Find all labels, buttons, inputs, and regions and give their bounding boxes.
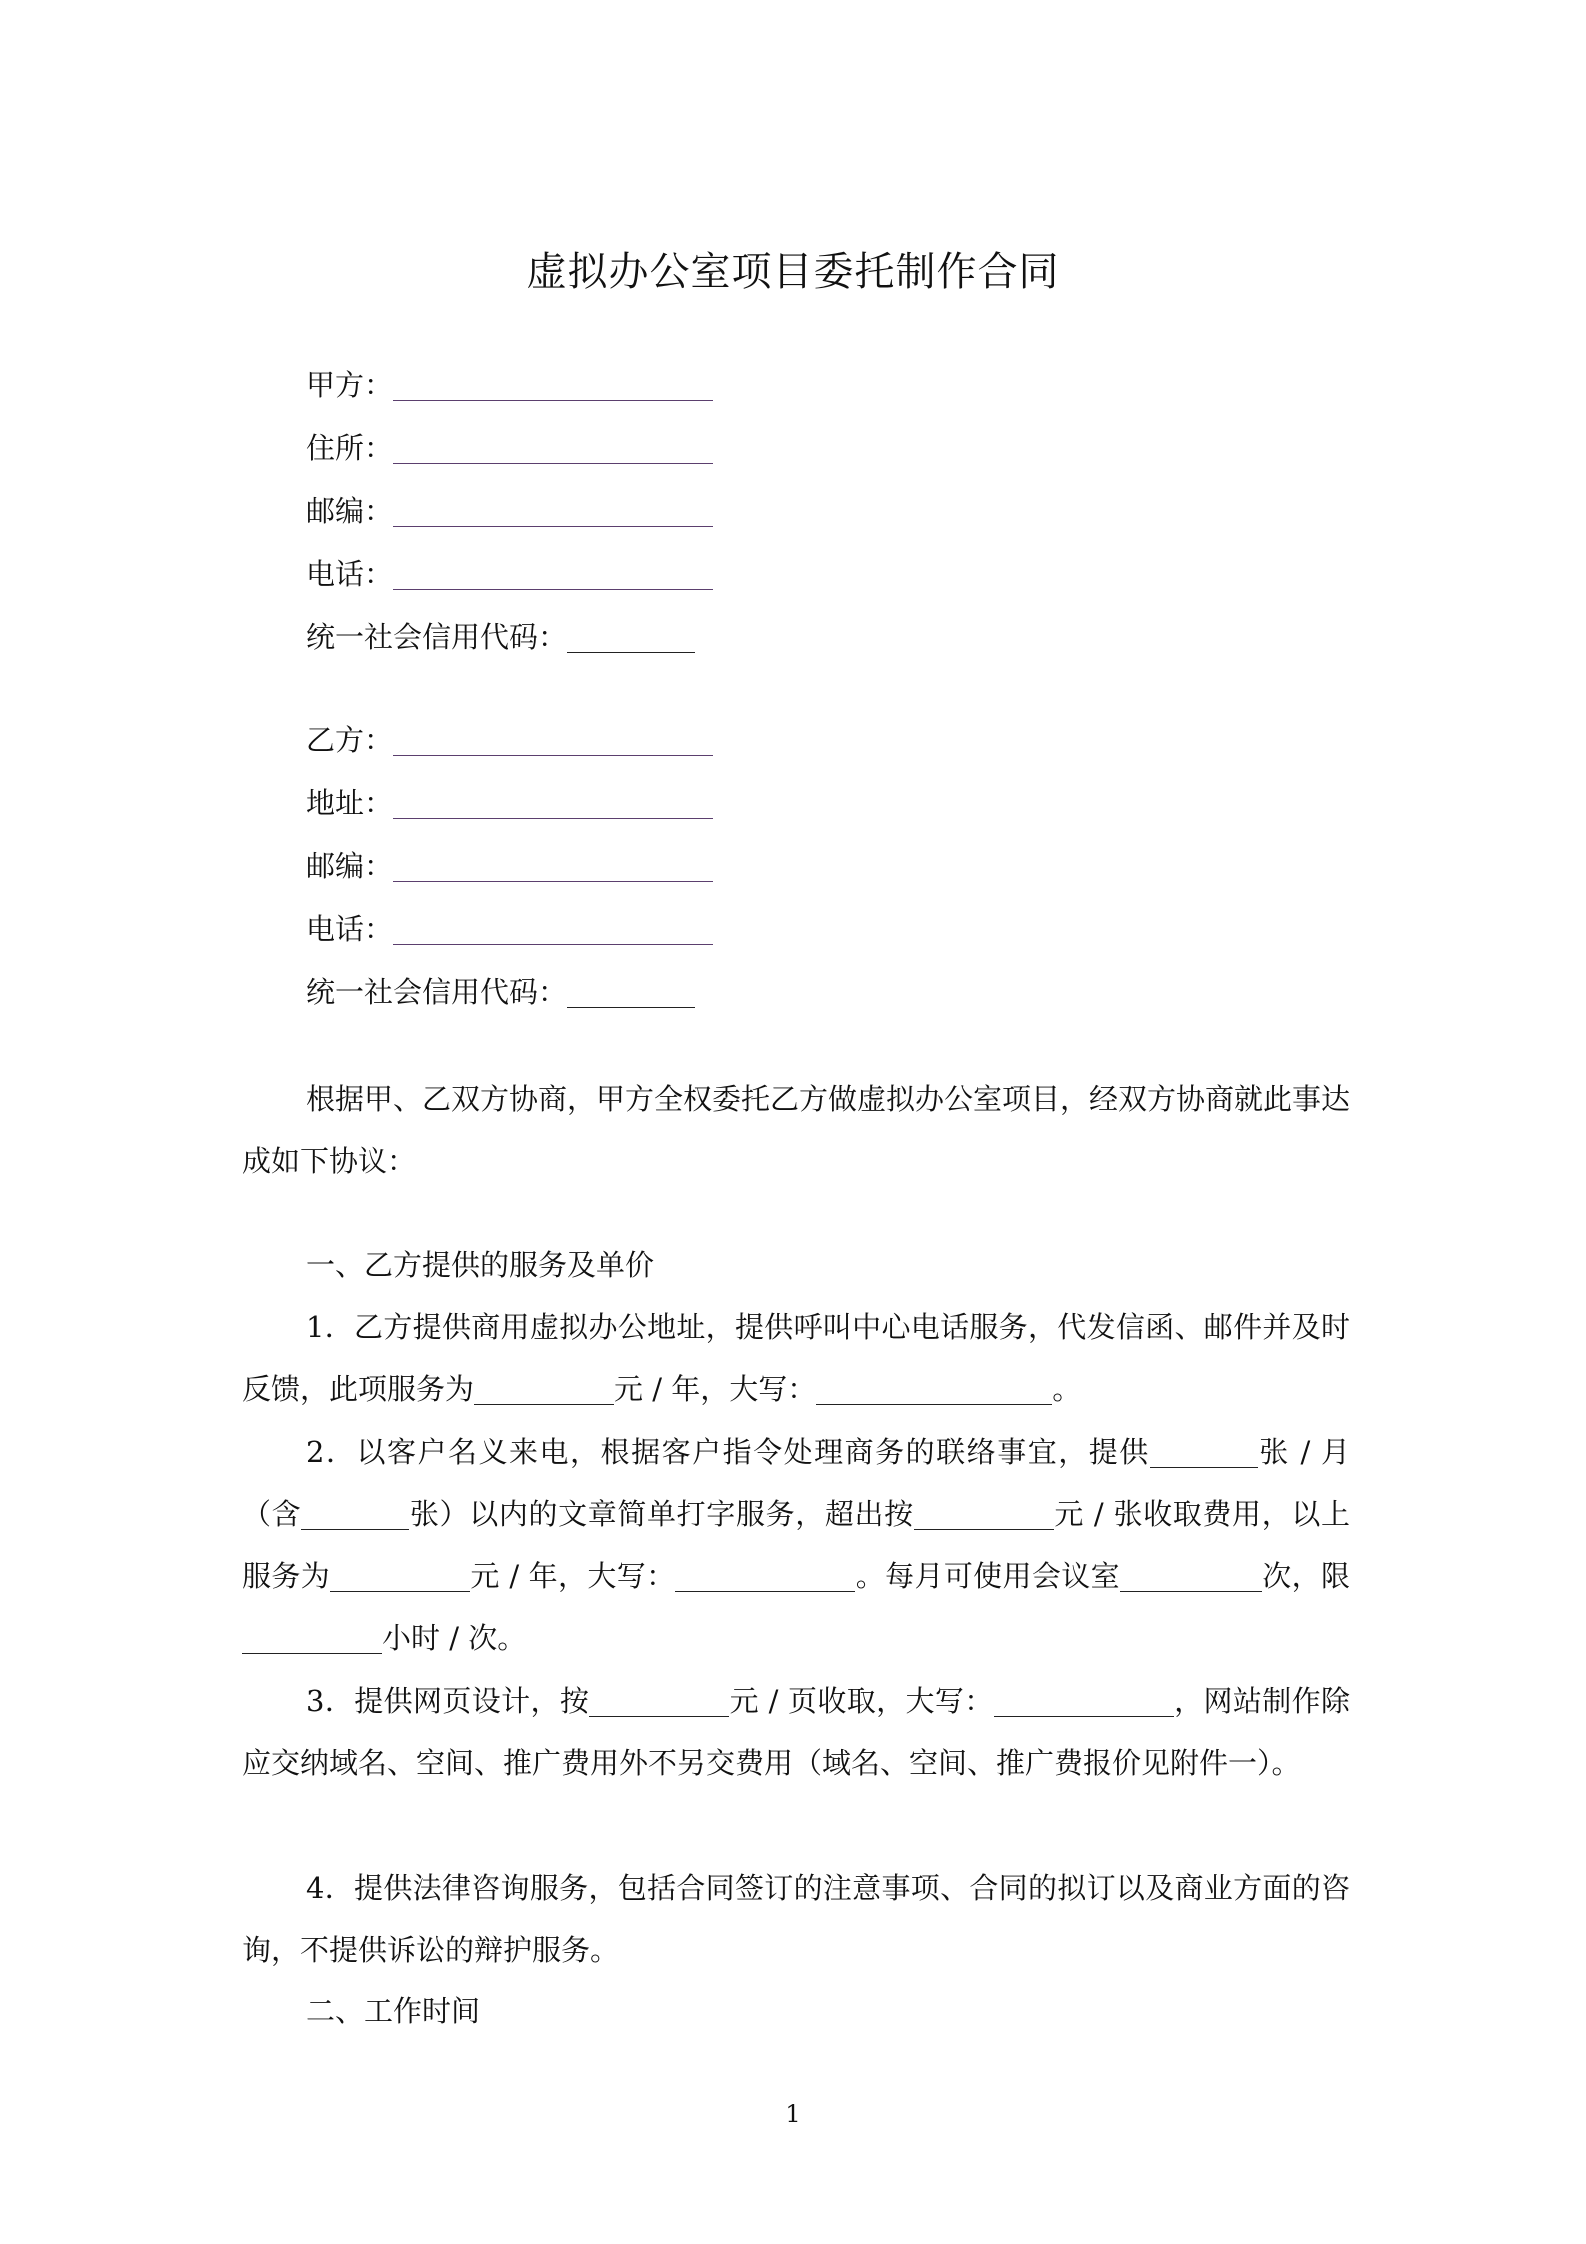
item-3-text-b: 元 / 页收取，大写：	[729, 1684, 994, 1718]
item-1-text-b: 元 / 年，大写：	[614, 1372, 817, 1406]
party-b-credit-code-line	[567, 1006, 695, 1008]
party-b-credit-code-field	[306, 974, 695, 1010]
party-b-postcode-line	[393, 880, 713, 882]
section-2-heading: 二、工作时间	[306, 1994, 481, 2028]
item-2-text-h: 小时 / 次。	[382, 1621, 527, 1655]
item-1-text-a: 1．乙方提供商用虚拟办公地址，提供呼叫中心电话服务，代发信函、邮件并及时反馈，此项服务为	[242, 1310, 1350, 1406]
party-b-phone-label: 电话：	[306, 912, 394, 946]
party-b-credit-code-label: 统一社会信用代码：	[306, 975, 568, 1009]
party-b-blank-line	[393, 754, 713, 756]
section-1-item-1	[242, 1296, 1350, 1420]
section-1-item-3	[242, 1670, 1350, 1794]
item-2-hours-blank	[242, 1652, 382, 1654]
party-b-label: 乙方：	[306, 723, 394, 757]
party-a-phone-field	[306, 556, 713, 592]
party-b-phone-field	[306, 911, 713, 947]
item-2-amount-words-blank	[675, 1590, 855, 1592]
party-b-address-label: 地址：	[306, 786, 394, 820]
party-a-credit-code-field	[306, 619, 695, 655]
party-a-credit-code-label: 统一社会信用代码：	[306, 620, 568, 654]
party-b-phone-line	[393, 943, 713, 945]
party-a-phone-line	[393, 588, 713, 590]
party-a-credit-code-line	[567, 651, 695, 653]
section-1-heading: 一、乙方提供的服务及单价	[306, 1248, 655, 1282]
item-3-text-a: 3．提供网页设计，按	[306, 1684, 590, 1718]
item-1-text-c: 。	[1052, 1372, 1082, 1406]
party-a-postcode-line	[393, 525, 713, 527]
item-3-amount-words-blank	[994, 1715, 1174, 1717]
page-number: 1	[785, 2100, 801, 2128]
party-b-postcode-label: 邮编：	[306, 849, 394, 883]
item-2-text-a: 2．以客户名义来电，根据客户指令处理商务的联络事宜，提供	[306, 1435, 1150, 1469]
party-a-blank-line	[393, 399, 713, 401]
section-1-item-4: 4．提供法律咨询服务，包括合同签订的注意事项、合同的拟订以及商业方面的咨询，不提供诉讼的辩护服务。	[242, 1871, 1350, 1967]
party-a-phone-label: 电话：	[306, 557, 394, 591]
party-a-address-label: 住所：	[306, 431, 394, 465]
page-title: 虚拟办公室项目委托制作合同	[526, 249, 1060, 295]
item-2-text-b: 张 / 月（含	[242, 1435, 1350, 1531]
section-1-item-2	[242, 1421, 1350, 1669]
item-2-annual-price-blank	[330, 1590, 470, 1592]
party-b-address-line	[393, 817, 713, 819]
item-2-meeting-times-blank	[1120, 1590, 1262, 1592]
party-a-postcode-label: 邮编：	[306, 494, 394, 528]
party-a-address-line	[393, 462, 713, 464]
intro-paragraph: 根据甲、乙双方协商，甲方全权委托乙方做虚拟办公室项目，经双方协商就此事达成如下协议：	[242, 1082, 1351, 1178]
item-2-text-d: 元 / 张收取费用，以上服务为	[242, 1497, 1350, 1593]
item-3-page-price-blank	[589, 1715, 729, 1717]
party-a-postcode-field	[306, 493, 713, 529]
item-2-text-c: 张）以内的文章简单打字服务，超出按	[409, 1497, 914, 1531]
item-3-text-c: ，网站制作除应交纳域名、空间、推广费用外不另交费用（域名、空间、推广费报价见附件一）。	[242, 1684, 1350, 1780]
party-b-name-field	[306, 722, 713, 758]
item-2-included-sheets-blank	[301, 1528, 409, 1530]
item-2-text-f: 。每月可使用会议室	[855, 1559, 1120, 1593]
item-2-overage-price-blank	[914, 1528, 1054, 1530]
item-2-text-g: 次，限	[1261, 1559, 1350, 1593]
party-b-address-field	[306, 785, 713, 821]
party-b-postcode-field	[306, 848, 713, 884]
item-2-text-e: 元 / 年，大写：	[470, 1559, 676, 1593]
party-a-label: 甲方：	[306, 368, 394, 402]
party-a-address-field	[306, 430, 713, 466]
item-1-amount-words-blank	[816, 1403, 1052, 1405]
item-1-price-blank	[474, 1403, 614, 1405]
party-a-name-field	[306, 367, 713, 403]
item-2-sheets-blank	[1150, 1466, 1258, 1468]
